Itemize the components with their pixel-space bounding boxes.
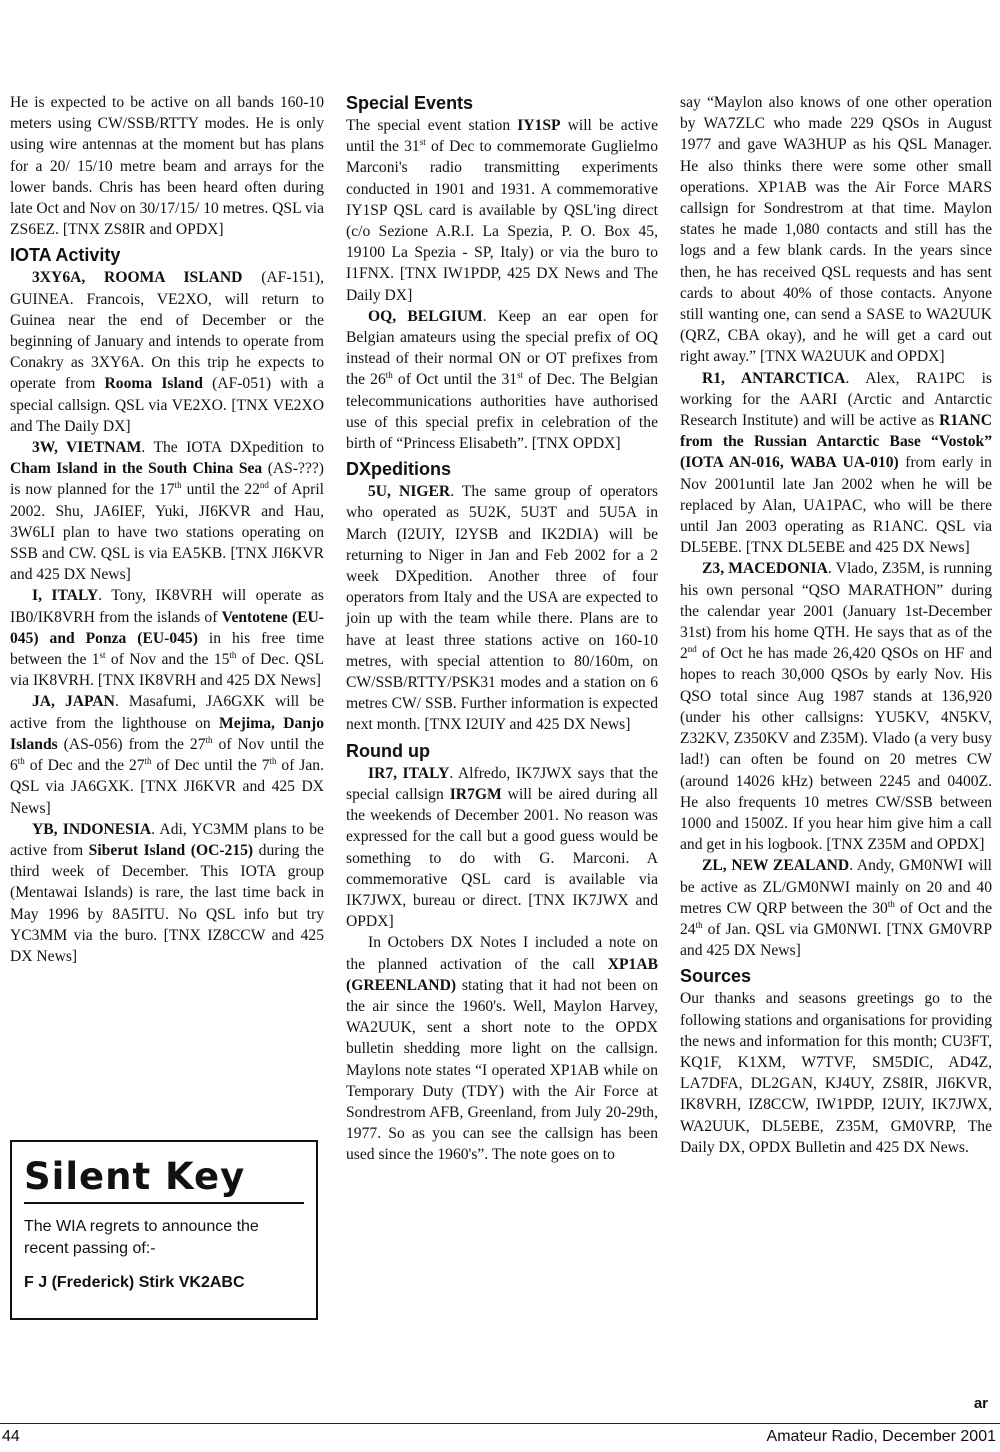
paragraph-sources: Our thanks and seasons greetings go to the following stations and organisations for providing the news and information for this month; CU3FT, KQ1F, K1XM, W7TVF, SM5DIC, AD4Z, LA7DFA, DL2GAN, KJ4UY, ZS8IR, JI6KVR, IK8VRH, IZ8CCW, IW1PDP, I2UIY, IK7JWX, WA2UUK, DL5EBE, Z35M, GM0VRP, The Daily DX, OPDX Bulletin and 425 DX News. — [680, 990, 992, 1156]
paragraph-iy1sp: The special event station IY1SP will be active until the 31st of Dec to commemorate Guglielmo Marconi's radio transmitting experiments conducted in 1901 and 1931. A commemorative IY1SP QSL card is available by QSL'ing direct (c/o Sezione A.R.I. La Spezia, P. O. Box 45, 19100 La Spezia - SP, Italy) or via the buro to I1FNX. [TNX IW1PDP, 425 DX News and The Daily DX] — [346, 117, 658, 304]
paragraph-5u-niger: 5U, NIGER. The same group of operators who operated as 5U2K, 5U3T and 5U5A in March (I2UIY, I2YSB and IK2DIA) will be returning to Niger in Jan and Feb 2002 for a 2 week DXpedition. Another three of four operators from Italy and the USA are expected to join up with the team while there. Plans are to have at least three stations active on 160-10 metres, with special attention to 80/160m, on CW/SSB/RTTY/PSK31 modes and a station on 6 metres CW/ SSB. Further information is expected next month. [TNX I2UIY and 425 DX News] — [346, 483, 658, 734]
paragraph-zl-new-zealand: ZL, NEW ZEALAND. Andy, GM0NWI will be active as ZL/GM0NWI mainly on 20 and 40 metres CW QRP between the 30th of Oct and the 24th of Jan. QSL via GM0NWI. [TNX GM0VRP and 425 DX News] — [680, 857, 992, 960]
silent-key-title: Silent Key — [24, 1155, 246, 1198]
paragraph-3xy6a: 3XY6A, ROOMA ISLAND (AF-151), GUINEA. Francois, VE2XO, will return to Guinea near the end of December or the beginning of January and intends to operate from Conakry as 3XY6A. On this trip he expects to operate from Rooma Island (AF-051) with a special callsign. QSL via VE2XO. [TNX VE2XO and The Daily DX] — [10, 269, 325, 435]
column-1 — [10, 92, 324, 967]
publication-info: Amateur Radio, December 2001 — [766, 1428, 996, 1445]
end-mark: ar — [973, 1395, 988, 1412]
paragraph-oq-belgium: OQ, BELGIUM. Keep an ear open for Belgian amateurs using the special prefix of OQ instead of their normal ON or OT prefixes from the 26th of Oct until the 31st of Dec. The Belgian telecommunications authorities have authorised use of this special prefix in celebration of the birth of “Princess Elisabeth”. [TNX OPDX] — [346, 307, 659, 453]
footer-divider — [0, 1423, 1000, 1424]
page-number: 44 — [2, 1428, 20, 1445]
column-3 — [680, 92, 992, 1158]
paragraph-3w-vietnam: 3W, VIETNAM. The IOTA DXpedition to Cham Island in the South China Sea (AS-???) is now planned for the 17th until the 22nd of April 2002. Shu, JA6IEF, Yuki, JI6KVR and Hau, 3W6LI plan to have two stations operating on SSB and CW. QSL is via EA5KB. [TNX JI6KVR and 425 DX News] — [10, 439, 325, 584]
paragraph-r1-antarctica: R1, ANTARCTICA. Alex, RA1PC is working for the AARI (Arctic and Antarctic Research Institute) and will be active as R1ANC from the Russian Antarctic Base “Vostok” (IOTA AN-016, WABA UA-010) from early in Nov 2001until late Jan 2002 when he will be replaced by Alan, UA1PAC, who will be there until Jan 2003 operating as R1ANC. QSL via DL5EBE. [TNX DL5EBE and 425 DX News] — [680, 369, 992, 557]
paragraph-ir7-italy: IR7, ITALY. Alfredo, IK7JWX says that the special callsign IR7GM will be aired during all the weekends of December 2001. No reason was expressed for the call but a good guess would be something to do with G. Marconi. A commemorative QSL card is available via IK7JWX, bureau or direct. [TNX IK7JWX and OPDX] — [346, 764, 658, 931]
heading-iota-activity: IOTA Activity — [10, 245, 121, 266]
silent-key-text: The WIA regrets to announce the recent passing of:- — [24, 1218, 259, 1257]
heading-special-events: Special Events — [346, 93, 474, 113]
paragraph-i-italy: I, ITALY. Tony, IK8VRH will operate as IB0/IK8VRH from the islands of Ventotene (EU-045) and Ponza (EU-045) in his free time between the 1st of Nov and the 15th of Dec. QSL via IK8VRH. [TNX IK8VRH and 425 DX News] — [10, 587, 324, 690]
paragraph-intro: He is expected to be active on all bands 160-10 meters using CW/SSB/RTTY modes. He is only using wire antennas at the moment but has plans for a 20/ 15/10 metre beam and arrays for the lower bands. Chris has been heard often during late Oct and Nov on 30/17/15/ 10 metres. QSL via ZS6EZ. [TNX ZS8IR and OPDX] — [10, 94, 324, 239]
paragraph-yb-indonesia: YB, INDONESIA. Adi, YC3MM plans to be active from Siberut Island (OC-215) during the third week of December. This IOTA group (Mentawai Islands) is rare, the last time back in May 1996 by 8A5ITU. No QSL info but try YC3MM via the buro. [TNX IZ8CCW and 425 DX News] — [10, 820, 324, 965]
paragraph-z3-macedonia: Z3, MACEDONIA. Vlado, Z35M, is running his own personal “QSO MARATHON” during the calendar year 2001 (January 1st-December 31st) from his home QTH. He says that as of the 2nd of Oct he has made 26,420 QSOs on HF and hopes to reach 30,000 QSOs by early Nov. His QSO total since Aug 1987 stands at 136,920 (under his other callsigns: YU5KV, 4N5KV, Z32KV, Z350KV and Z35M). Vlado (a very busy lad!) can often be found on 20 metres CW (around 14026 kHz) between 2245 and 0400Z. He also frequents 10 metres CW/SSB between 1000 and 1500Z. If you hear him give him a call and get in his logbook. [TNX Z35M and OPDX] — [680, 560, 992, 854]
column-2 — [346, 92, 658, 1166]
silent-key-divider — [24, 1202, 304, 1204]
silent-key-name: F J (Frederick) Stirk VK2ABC — [24, 1274, 245, 1291]
heading-sources: Sources — [680, 966, 752, 987]
paragraph-ja-japan: JA, JAPAN. Masafumi, JA6GXK will be active from the lighthouse on Mejima, Danjo Islands (AS-056) from the 27th of Nov until the 6th of Dec and the 27th of Dec until the 7th of Jan. QSL via JA6GXK. [TNX JI6KVR and 425 DX News] — [10, 693, 324, 817]
paragraph-xp1ab-continued: say “Maylon also knows of one other operation by WA7ZLC who made 229 QSOs in August 1977 and gave WA3HUP as his QSL Manager. He also thinks there were some other small operations. XP1AB was the Air Force MARS callsign for Sondrestrom at that time. Maylon states he made 1,080 contacts and still has the logs and a few blank cards. In the years since then, he has received QSL requests and has sent cards to about 40% of those contacts. Anyone still wanting one, can send a SASE to WA2UUK (QRZ, CBA okay), and he will get a card out right away.” [TNX WA2UUK and OPDX] — [680, 94, 992, 366]
heading-round-up: Round up — [346, 740, 430, 761]
paragraph-xp1ab: In Octobers DX Notes I included a note on the planned activation of the call XP1AB (GREENLAND) stating that it had not been on the air since the 1960's. Well, Maylon Harvey, WA2UUK, sent a short note to the OPDX bulletin shedding more light on the callsign. Maylons note states “I operated XP1AB while on Temporary Duty (TDY) with the Air Force at Sondrestrom AFB, Greenland, from July 20-29th, 1977. So as you can see the callsign has been used since the 1960's”. The note goes on to — [346, 934, 658, 1164]
silent-key-box — [10, 1140, 318, 1320]
heading-dxpeditions: DXpeditions — [346, 459, 452, 480]
